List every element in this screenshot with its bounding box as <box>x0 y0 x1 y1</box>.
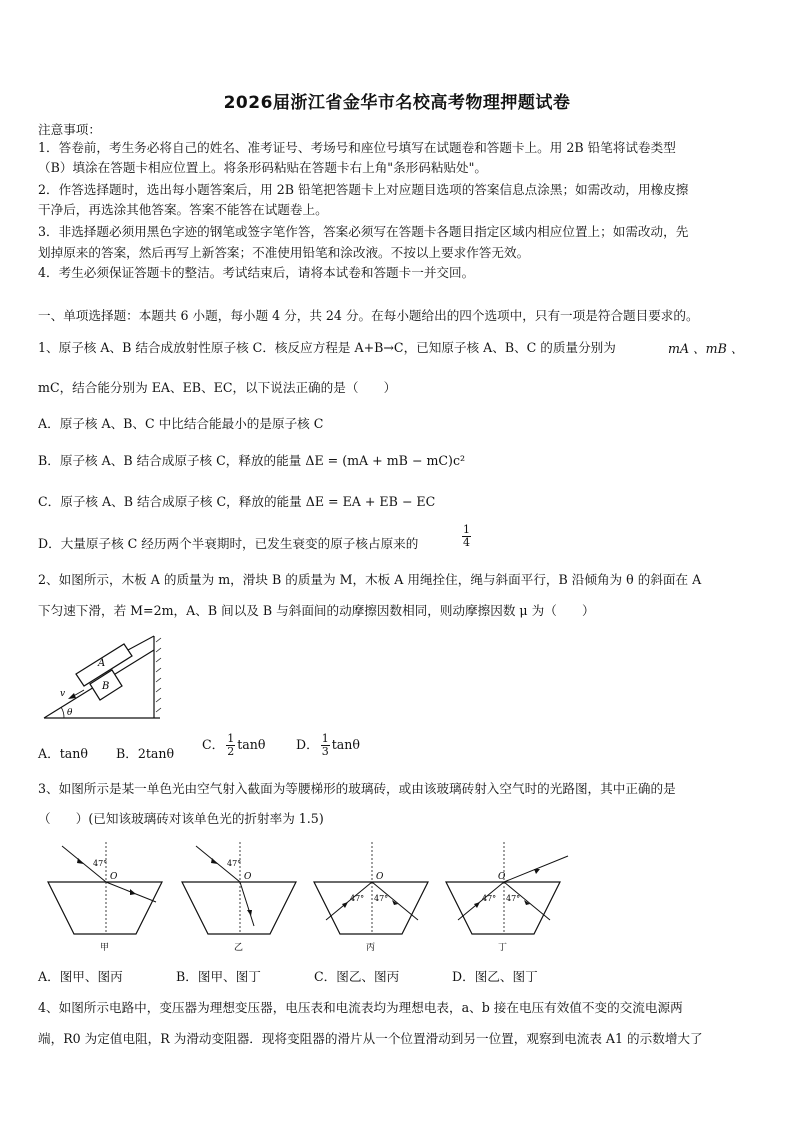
q4-stem: 端，R0 为定值电阻，R 为滑动变阻器．现将变阻器的滑片从一个位置滑动到另一位置，观察到电流表 A1 的示数增大了 <box>38 1031 703 1046</box>
q3-option-c: C．图乙、图丙 <box>314 969 400 984</box>
notice-line: 3．非选择题必须用黑色字迹的钢笔或签字笔作答，答案必须写在答题卡各题目指定区域内相应位置上；如需改动，先 <box>38 224 689 239</box>
label-b: B <box>102 681 110 692</box>
q1-option-d: D．大量原子核 C 经历两个半衰期时，已发生衰变的原子核占原来的 <box>38 536 419 551</box>
q3-figure-yi <box>178 838 303 956</box>
q1-option-d-fraction: $\frac{1}{4}$ <box>463 523 470 549</box>
page-title: 2026届浙江省金华市名校高考物理押题试卷 <box>223 93 571 113</box>
notice-line: 2．作答选择题时，选出每小题答案后，用 2B 铅笔把答题卡上对应题目选项的答案信息点涂黑；如需改动，用橡皮擦 <box>38 182 689 197</box>
figure-caption: 丁 <box>498 943 508 953</box>
angle-label: 47° <box>93 859 108 868</box>
angle-label: 47° <box>350 894 365 903</box>
o-label: O <box>498 872 506 882</box>
notice-line: 4．考生必须保证答题卡的整洁。考试结束后，请将本试卷和答题卡一并交回。 <box>38 265 475 280</box>
angle-label: 47° <box>374 894 389 903</box>
q2-option-b: B．2tanθ <box>116 746 175 761</box>
notice-line: 干净后，再选涂其他答案。答案不能答在试题卷上。 <box>38 202 328 217</box>
o-label: O <box>110 872 118 882</box>
notice-heading: 注意事项： <box>38 122 101 137</box>
o-label: O <box>244 872 252 882</box>
label-a: A <box>98 658 106 669</box>
q3-option-b: B．图甲、图丁 <box>176 969 261 984</box>
figure-caption: 乙 <box>234 943 244 953</box>
q2-stem: 2、如图所示，木板 A 的质量为 m，滑块 B 的质量为 M，木板 A 用绳拴住，绳与斜面平行，B 沿倾角为 θ 的斜面在 A <box>38 572 702 587</box>
q3-figure-ding <box>442 838 572 956</box>
q1-option-b: B．原子核 A、B 结合成原子核 C，释放的能量 ΔE = (mA + mB − mC)c² <box>38 453 466 468</box>
o-label: O <box>376 872 384 882</box>
q1-stem: 1、原子核 A、B 结合成放射性原子核 C．核反应方程是 A+B→C，已知原子核 A、B、C 的质量分别为 <box>38 340 616 355</box>
q1-stem: mC，结合能分别为 EA、EB、EC，以下说法正确的是（ ） <box>38 380 397 395</box>
q2-option-a: A．tanθ <box>38 746 88 761</box>
q3-figure-bing <box>310 838 435 956</box>
q2-incline-figure <box>40 628 165 723</box>
q3-stem: （ ）(已知该玻璃砖对该单色光的折射率为 1.5) <box>38 811 324 826</box>
notice-line: 1．答卷前，考生务必将自己的姓名、准考证号、考场号和座位号填写在试题卷和答题卡上。用 2B 铅笔将试卷类型 <box>38 140 676 155</box>
q1-option-c: C．原子核 A、B 结合成原子核 C，释放的能量 ΔE = EA + EB − EC <box>38 494 436 509</box>
figure-caption: 丙 <box>366 943 376 953</box>
section-heading: 一、单项选择题：本题共 6 小题，每小题 4 分，共 24 分。在每小题给出的四个选项中，只有一项是符合题目要求的。 <box>38 308 699 323</box>
notice-line: （B）填涂在答题卡相应位置上。将条形码粘贴在答题卡右上角"条形码粘贴处"。 <box>38 160 488 175</box>
angle-label: 47° <box>506 894 521 903</box>
q4-stem: 4、如图所示电路中，变压器为理想变压器，电压表和电流表均为理想电表，a、b 接在电压有效值不变的交流电源两 <box>38 1000 683 1015</box>
q3-figure-jia <box>44 838 169 956</box>
q1-stem-vars: mA 、mB 、 <box>668 341 744 356</box>
q3-option-d: D．图乙、图丁 <box>452 969 538 984</box>
q2-option-c: C． $\frac{1}{2}$ tanθ <box>202 732 266 758</box>
q2-option-d: D． $\frac{1}{3}$ tanθ <box>296 732 360 758</box>
q2-stem: 下匀速下滑，若 M=2m，A、B 间以及 B 与斜面间的动摩擦因数相同，则动摩擦因数 μ 为（ ） <box>38 603 595 618</box>
q1-option-a: A．原子核 A、B、C 中比结合能最小的是原子核 C <box>38 416 324 431</box>
angle-label: 47° <box>482 894 497 903</box>
q3-stem: 3、如图所示是某一单色光由空气射入截面为等腰梯形的玻璃砖，或由该玻璃砖射入空气时的光路图，其中正确的是 <box>38 781 676 796</box>
figure-caption: 甲 <box>100 943 110 953</box>
angle-label: 47° <box>227 859 242 868</box>
notice-line: 划掉原来的答案，然后再写上新答案；不准使用铅笔和涂改液。不按以上要求作答无效。 <box>38 245 530 260</box>
label-theta: θ <box>67 708 73 718</box>
label-v: v <box>60 689 66 699</box>
q3-option-a: A．图甲、图丙 <box>38 969 123 984</box>
